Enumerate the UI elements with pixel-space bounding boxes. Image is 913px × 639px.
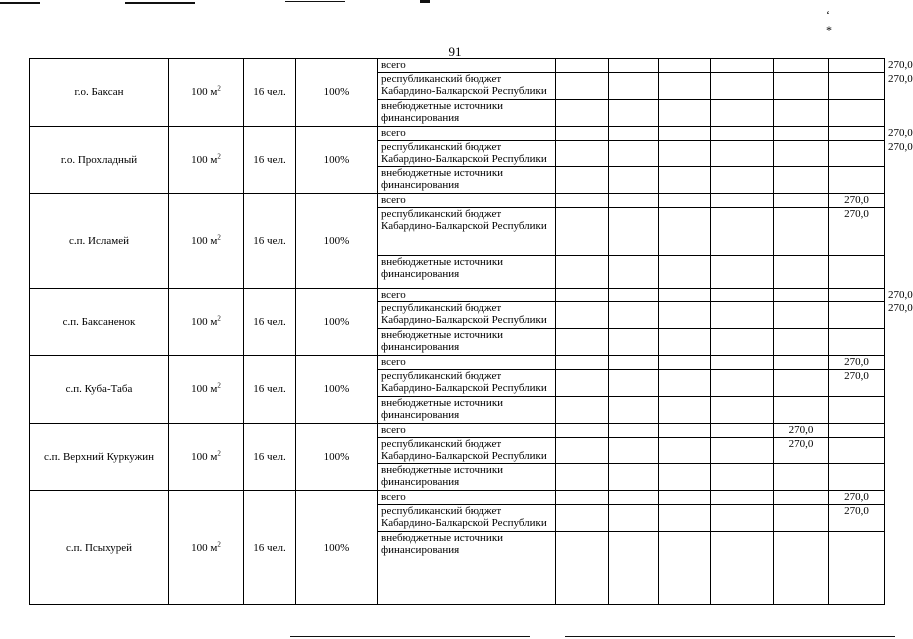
people-count: 16 чел. [244,288,296,356]
year-value-cell [556,167,609,194]
year-value-cell [711,491,774,505]
funding-source-label: республиканский бюджет Кабардино-Балкарской Республики [378,370,556,397]
year-value-cell: 270,0 [829,491,885,505]
table-row [30,356,885,370]
year-value-cell [711,167,774,194]
table-row: республиканский бюджет Кабардино-Балкарской Республики 270,0 [30,72,885,99]
area-value: 100 м [191,153,218,166]
year-value-cell [659,208,711,256]
funding-source-label: внебюджетные источники финансирования [378,329,556,356]
year-value-cell [609,423,659,437]
funding-source-label: всего [378,491,556,505]
year-value-cell [711,99,774,126]
year-value-cell [711,437,774,464]
year-value-cell [829,99,885,126]
year-value-cell [774,464,829,491]
area-unit-superscript: 2 [217,233,221,242]
funding-source-label: внебюджетные источники финансирования [378,167,556,194]
funding-source-label: республиканский бюджет Кабардино-Балкарской Республики [378,140,556,167]
year-value-cell [556,505,609,532]
year-value-cell [609,329,659,356]
year-value-cell [774,370,829,397]
year-value-cell [659,256,711,288]
year-value-cell [659,194,711,208]
year-value-cell [774,505,829,532]
area-cell [169,126,244,194]
year-value-cell [609,59,659,73]
year-value-cell: 270,0 [829,208,885,256]
funding-source-label: республиканский бюджет Кабардино-Балкарской Республики [378,302,556,329]
year-value-cell [829,167,885,194]
table-row [30,491,885,505]
year-value-cell [774,126,829,140]
table-body [30,59,913,605]
year-value-cell [609,208,659,256]
year-value-cell [711,396,774,423]
year-value-cell [774,99,829,126]
year-value-cell [609,72,659,99]
year-value-cell [774,531,829,604]
year-value-cell [711,140,774,167]
coverage-percent: 100% [296,356,378,424]
year-value-cell [774,208,829,256]
year-value-cell [711,356,774,370]
year-value-cell [609,464,659,491]
funding-source-label: внебюджетные источники финансирования [378,396,556,423]
year-value-cell [659,370,711,397]
funding-source-label: всего [378,356,556,370]
year-value-cell [774,59,829,73]
coverage-percent: 100% [296,194,378,288]
year-value-cell [609,437,659,464]
area-unit-superscript: 2 [217,449,221,458]
year-value-cell [659,423,711,437]
scan-line [420,0,430,3]
year-value-cell: 270,0 [774,423,829,437]
municipality-name: с.п. Баксаненок [30,288,169,356]
year-value-cell [556,437,609,464]
table-row: республиканский бюджет Кабардино-Балкарской Республики 270,0 [30,302,885,329]
area-unit-superscript: 2 [217,381,221,390]
year-value-cell [659,72,711,99]
year-value-cell [609,491,659,505]
corner-marks: ‘ * [826,8,860,37]
municipality-name: с.п. Исламей [30,194,169,288]
year-value-cell [774,140,829,167]
year-value-cell [659,140,711,167]
year-value-cell [556,72,609,99]
year-value-cell [711,288,774,302]
coverage-percent: 100% [296,59,378,127]
year-value-cell [829,531,885,604]
year-value-cell [829,423,885,437]
year-value-cell [711,208,774,256]
year-value-cell: 270,0 [829,505,885,532]
year-value-cell [556,464,609,491]
year-value-cell [829,302,885,329]
people-count: 16 чел. [244,194,296,288]
year-value-cell: 270,0 [829,356,885,370]
year-value-cell [609,505,659,532]
year-value-cell [774,256,829,288]
year-value-cell [829,437,885,464]
people-count: 16 чел. [244,423,296,491]
municipality-name: г.о. Баксан [30,59,169,127]
year-value-cell [711,531,774,604]
year-value-cell [609,356,659,370]
area-value: 100 м [191,86,218,99]
coverage-percent: 100% [296,288,378,356]
area-value: 100 м [191,450,218,463]
year-value-cell [829,72,885,99]
year-value-cell [659,288,711,302]
funding-source-label: республиканский бюджет Кабардино-Балкарской Республики [378,505,556,532]
year-value-cell [659,126,711,140]
table-row: республиканский бюджет Кабардино-Балкарской Республики 270,0 [30,140,885,167]
area-value: 100 м [191,315,218,328]
year-value-cell [659,167,711,194]
table-row [30,423,885,437]
year-value-cell [556,370,609,397]
area-cell [169,423,244,491]
funding-source-label: всего [378,288,556,302]
funding-source-label: республиканский бюджет Кабардино-Балкарской Республики [378,437,556,464]
area-value: 100 м [191,541,218,554]
year-value-cell [829,288,885,302]
scan-line [285,1,345,2]
year-value-cell [556,531,609,604]
year-value-cell [556,59,609,73]
year-value-cell [659,464,711,491]
funding-source-label: внебюджетные источники финансирования [378,531,556,604]
coverage-percent: 100% [296,491,378,605]
year-value-cell [711,59,774,73]
scan-line [290,636,530,637]
year-value-cell [609,302,659,329]
year-value-cell [556,288,609,302]
year-value-cell [829,256,885,288]
year-value-cell [609,126,659,140]
funding-source-label: всего [378,423,556,437]
year-value-cell [829,126,885,140]
year-value-cell [556,140,609,167]
year-value-cell [609,370,659,397]
year-value-cell [659,491,711,505]
funding-table [29,58,913,605]
year-value-cell [711,423,774,437]
year-value-cell [711,72,774,99]
year-value-cell [774,167,829,194]
area-unit-superscript: 2 [217,152,221,161]
area-cell [169,288,244,356]
municipality-name: г.о. Прохладный [30,126,169,194]
people-count: 16 чел. [244,356,296,424]
page-number: 91 [448,44,462,59]
year-value-cell [711,302,774,329]
year-value-cell [774,396,829,423]
year-value-cell [556,329,609,356]
year-value-cell [711,256,774,288]
scan-line [565,636,895,637]
area-cell [169,356,244,424]
year-value-cell [609,167,659,194]
area-value: 100 м [191,234,218,247]
year-value-cell [774,329,829,356]
funding-source-label: всего [378,194,556,208]
year-value-cell [609,140,659,167]
area-unit-superscript: 2 [217,84,221,93]
year-value-cell [609,288,659,302]
year-value-cell [829,140,885,167]
area-value: 100 м [191,383,218,396]
coverage-percent: 100% [296,423,378,491]
table-row: г.о. Прохладный 100 $м^2$ 16 чел. 100% всего 270,0 [30,126,885,140]
year-value-cell [659,505,711,532]
year-value-cell [659,531,711,604]
funding-source-label: внебюджетные источники финансирования [378,99,556,126]
area-unit-superscript: 2 [217,539,221,548]
municipality-name: с.п. Псыхурей [30,491,169,605]
area-cell [169,194,244,288]
year-value-cell [609,99,659,126]
year-value-cell [659,396,711,423]
funding-source-label: республиканский бюджет Кабардино-Балкарской Республики [378,72,556,99]
year-value-cell [774,72,829,99]
year-value-cell [711,329,774,356]
year-value-cell [829,464,885,491]
area-cell [169,59,244,127]
people-count: 16 чел. [244,491,296,605]
coverage-percent: 100% [296,126,378,194]
year-value-cell [829,59,885,73]
area-cell [169,491,244,605]
scan-line [125,2,195,4]
municipality-name: с.п. Куба-Таба [30,356,169,424]
year-value-cell [711,126,774,140]
year-value-cell [774,288,829,302]
year-value-cell: 270,0 [774,437,829,464]
year-value-cell [659,356,711,370]
year-value-cell [556,356,609,370]
funding-source-label: внебюджетные источники финансирования [378,464,556,491]
year-value-cell [556,491,609,505]
year-value-cell [774,302,829,329]
year-value-cell [609,396,659,423]
year-value-cell [829,396,885,423]
year-value-cell [774,194,829,208]
people-count: 16 чел. [244,59,296,127]
funding-source-label: внебюджетные источники финансирования [378,256,556,288]
year-value-cell [774,491,829,505]
people-count: 16 чел. [244,126,296,194]
year-value-cell [659,329,711,356]
year-value-cell [659,302,711,329]
year-value-cell [659,99,711,126]
year-value-cell [556,99,609,126]
year-value-cell [829,329,885,356]
funding-source-label: всего [378,126,556,140]
year-value-cell [556,256,609,288]
municipality-name: с.п. Верхний Куркужин [30,423,169,491]
year-value-cell: 270,0 [829,194,885,208]
year-value-cell [556,396,609,423]
year-value-cell [711,370,774,397]
year-value-cell [659,59,711,73]
funding-source-label: всего [378,59,556,73]
table-row: с.п. Баксаненок 100 $м^2$ 16 чел. 100% всего 270,0 [30,288,885,302]
area-unit-superscript: 2 [217,314,221,323]
year-value-cell [711,194,774,208]
year-value-cell [659,437,711,464]
funding-source-label: республиканский бюджет Кабардино-Балкарской Республики [378,208,556,256]
year-value-cell [556,423,609,437]
year-value-cell [711,464,774,491]
year-value-cell [774,356,829,370]
year-value-cell [556,126,609,140]
year-value-cell [609,256,659,288]
year-value-cell [556,302,609,329]
scan-line [0,2,40,4]
year-value-cell [556,194,609,208]
year-value-cell: 270,0 [829,370,885,397]
year-value-cell [556,208,609,256]
year-value-cell [711,505,774,532]
table-row [30,194,885,208]
table-row: г.о. Баксан 100 $м^2$ 16 чел. 100% всего 270,0 [30,59,885,73]
year-value-cell [609,194,659,208]
year-value-cell [609,531,659,604]
